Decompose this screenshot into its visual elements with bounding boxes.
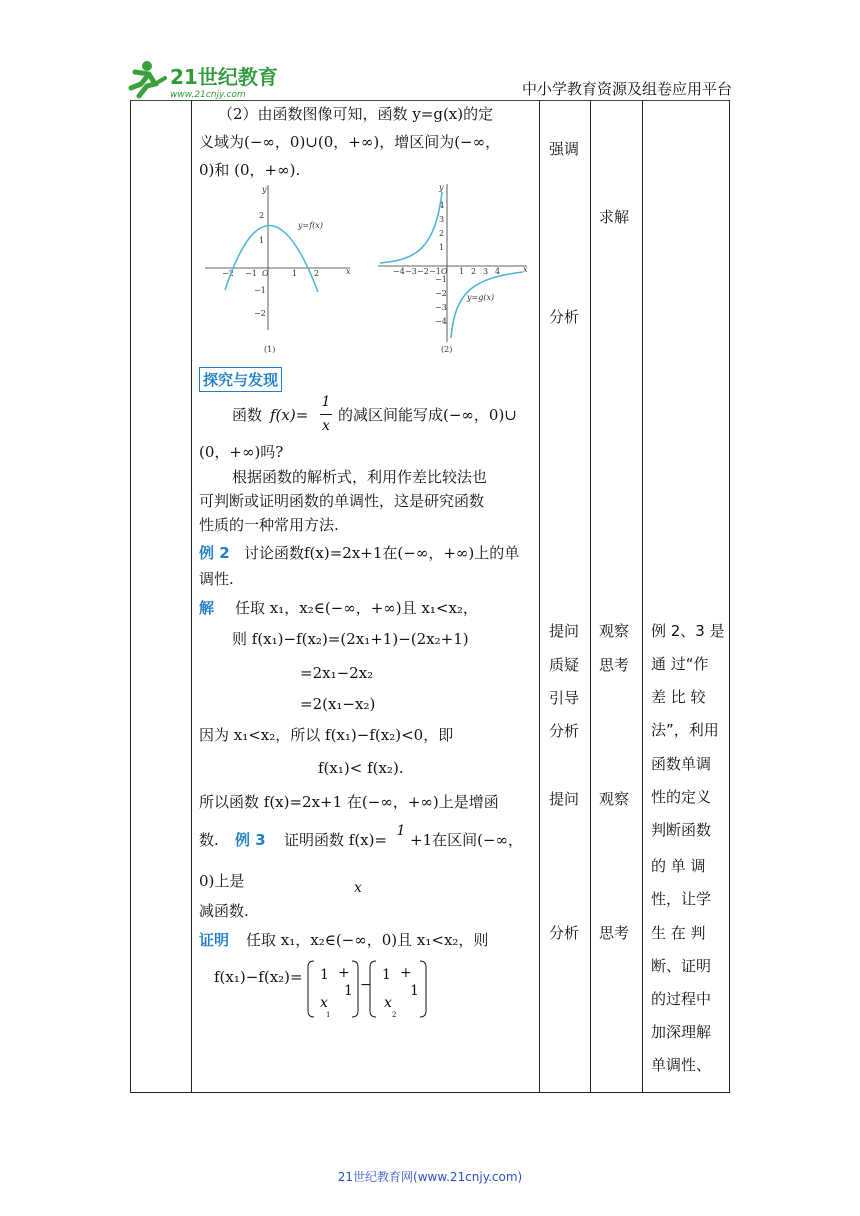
x-tick-label: 1 — [459, 267, 465, 276]
proof-label: 证明 — [199, 931, 230, 949]
col5-text: 的 单 调 — [651, 857, 706, 875]
y-tick-label: −2 — [254, 309, 266, 318]
proof-line2: f(x₁)−f(x₂)= — [214, 968, 303, 986]
origin-label: O — [441, 267, 448, 276]
y-tick-label: 1 — [259, 236, 265, 245]
col5-text: 性，让学 — [651, 890, 712, 908]
graph-caption: (1) — [264, 345, 276, 354]
svg-text:+: + — [338, 965, 350, 981]
origin-label: O — [262, 269, 269, 278]
col5-text: 函数单调 — [651, 755, 712, 773]
y-tick-label: −1 — [435, 275, 447, 284]
p2-line3: 0)和 (0，+∞). — [199, 161, 301, 179]
graph-fx — [200, 180, 360, 358]
axis-x-label: x — [523, 265, 528, 274]
col5-text: 加深理解 — [651, 1023, 712, 1041]
x-tick-label: −1 — [245, 269, 257, 278]
platform-name: 中小学教育资源及组卷应用平台 — [521, 80, 732, 98]
col5-text: 的过程中 — [651, 990, 712, 1008]
x-tick-label: −2 — [417, 267, 429, 276]
x-tick-label: 3 — [483, 267, 489, 276]
col4-text: 思考 — [599, 924, 630, 942]
example3-line2: 0)上是 — [199, 872, 245, 890]
y-tick-label: −2 — [435, 289, 447, 298]
logo-text: 21世纪教育 — [170, 65, 278, 89]
example3-line3: 减函数. — [199, 902, 249, 920]
y-tick-label: 2 — [439, 229, 445, 238]
function-label: y=g(x) — [467, 293, 495, 302]
col3-text: 质疑 — [549, 656, 580, 674]
example2-label: 例 2 — [199, 544, 230, 562]
y-tick-label: −1 — [254, 286, 266, 295]
fraction-numerator: 1 — [321, 394, 331, 410]
x-tick-label: −4 — [393, 267, 405, 276]
graph-gx — [375, 180, 535, 358]
solution-line5: 因为 x₁<x₂，所以 f(x₁)−f(x₂)<0，即 — [199, 726, 454, 744]
solution-line6: f(x₁)< f(x₂). — [318, 759, 404, 777]
x-tick-label: −1 — [429, 267, 441, 276]
header-divider — [130, 100, 730, 101]
fraction-bar — [320, 414, 332, 415]
col5-text: 通 过“作 — [651, 655, 709, 673]
example3-text: 证明函数 f(x)= — [284, 831, 388, 849]
fraction-numerator: 1 — [396, 823, 406, 839]
col5-text: 性的定义 — [651, 788, 712, 806]
col5-text: 判断函数 — [651, 821, 712, 839]
graph-caption: (2) — [441, 345, 453, 354]
y-tick-label: −3 — [435, 303, 447, 312]
runner-icon — [131, 61, 165, 96]
example2-line2: 调性. — [199, 570, 234, 588]
hyperbola-left-branch — [380, 192, 445, 263]
solution-line3: =2x₁−2x₂ — [300, 664, 374, 682]
x-tick-label: −2 — [222, 269, 234, 278]
explore-fx: f(x)= — [270, 406, 309, 424]
explore-q2: (0，+∞)吗? — [199, 443, 284, 461]
svg-text:x: x — [320, 995, 328, 1011]
p2-line1: （2）由函数图像可知，函数 y=g(x)的定 — [218, 105, 494, 123]
col5-text: 生 在 判 — [651, 924, 706, 942]
col5-text: 例 2、3 是 — [651, 622, 725, 640]
svg-text:2: 2 — [392, 1011, 397, 1019]
solution-line2: 则 f(x₁)−f(x₂)=(2x₁+1)−(2x₂+1) — [232, 630, 469, 648]
solution-line8: 数. — [199, 831, 219, 849]
logo-url: www.21cnjy.com — [170, 90, 246, 100]
explore-q1-suffix: 的减区间能写成(−∞，0)∪ — [338, 406, 517, 424]
proof-line1: 任取 x₁，x₂∈(−∞，0)且 x₁<x₂，则 — [246, 931, 489, 949]
hyperbola-right-branch — [451, 272, 523, 338]
col3-text: 提问 — [549, 790, 580, 808]
y-tick-label: −4 — [435, 317, 447, 326]
col4-text: 观察 — [599, 790, 630, 808]
x-tick-label: 1 — [292, 269, 298, 278]
parabola-curve — [225, 225, 318, 292]
method-line2: 可判断或证明函数的单调性，这是研究函数 — [199, 492, 485, 510]
svg-text:1: 1 — [410, 983, 419, 999]
solution-line1: 任取 x₁，x₂∈(−∞，+∞)且 x₁<x₂， — [235, 599, 478, 617]
svg-text:1: 1 — [344, 983, 353, 999]
solution-label: 解 — [199, 599, 215, 617]
axis-x-label: x — [346, 267, 351, 276]
col3-text: 提问 — [549, 622, 580, 640]
col4-text: 求解 — [599, 208, 630, 226]
col3-text: 强调 — [549, 140, 580, 158]
col3-text: 分析 — [549, 722, 580, 740]
explore-q1-prefix: 函数 — [232, 406, 263, 424]
method-line1: 根据函数的解析式，利用作差比较法也 — [232, 468, 488, 486]
example3-label: 例 3 — [235, 831, 266, 849]
site-logo — [125, 58, 290, 102]
axis-y-label: y — [262, 185, 267, 194]
explore-label: 探究与发现 — [199, 367, 282, 392]
y-tick-label: 1 — [439, 243, 445, 252]
col3-text: 分析 — [549, 924, 580, 942]
fraction-denominator: x — [322, 418, 330, 434]
axis-y-label: y — [439, 183, 444, 192]
svg-text:1: 1 — [320, 967, 329, 983]
x-tick-label: 4 — [495, 267, 501, 276]
col5-text: 法”，利用 — [651, 721, 719, 739]
y-tick-label: 3 — [439, 215, 445, 224]
svg-text:1: 1 — [382, 967, 391, 983]
p2-line2: 义域为(−∞，0)∪(0，+∞)，增区间为(−∞， — [199, 133, 501, 151]
col5-text: 单调性、 — [651, 1056, 712, 1074]
y-tick-label: 2 — [259, 211, 265, 220]
proof-expression — [306, 955, 436, 1023]
svg-text:1: 1 — [326, 1011, 331, 1019]
col4-text: 观察 — [599, 622, 630, 640]
example2-line1: 讨论函数f(x)=2x+1在(−∞，+∞)上的单 — [244, 544, 520, 562]
svg-text:+: + — [400, 965, 412, 981]
col3-text: 分析 — [549, 308, 580, 326]
x-tick-label: 2 — [471, 267, 477, 276]
col5-text: 断、证明 — [651, 957, 712, 975]
svg-text:−: − — [360, 977, 372, 993]
fraction-denominator: x — [354, 880, 362, 896]
method-line3: 性质的一种常用方法. — [199, 516, 339, 534]
x-tick-label: −3 — [405, 267, 417, 276]
solution-line7: 所以函数 f(x)=2x+1 在(−∞，+∞)上是增函 — [199, 793, 499, 811]
col3-text: 引导 — [549, 689, 580, 707]
col5-text: 差 比 较 — [651, 688, 706, 706]
footer-link[interactable]: 21世纪教育网(www.21cnjy.com) — [337, 1170, 523, 1184]
y-tick-label: 4 — [439, 201, 445, 210]
x-tick-label: 2 — [314, 269, 320, 278]
function-label: y=f(x) — [298, 221, 323, 230]
solution-line4: =2(x₁−x₂) — [300, 695, 376, 713]
svg-text:x: x — [384, 995, 392, 1011]
example3-plus: +1在区间(−∞， — [410, 831, 524, 849]
col4-text: 思考 — [599, 656, 630, 674]
